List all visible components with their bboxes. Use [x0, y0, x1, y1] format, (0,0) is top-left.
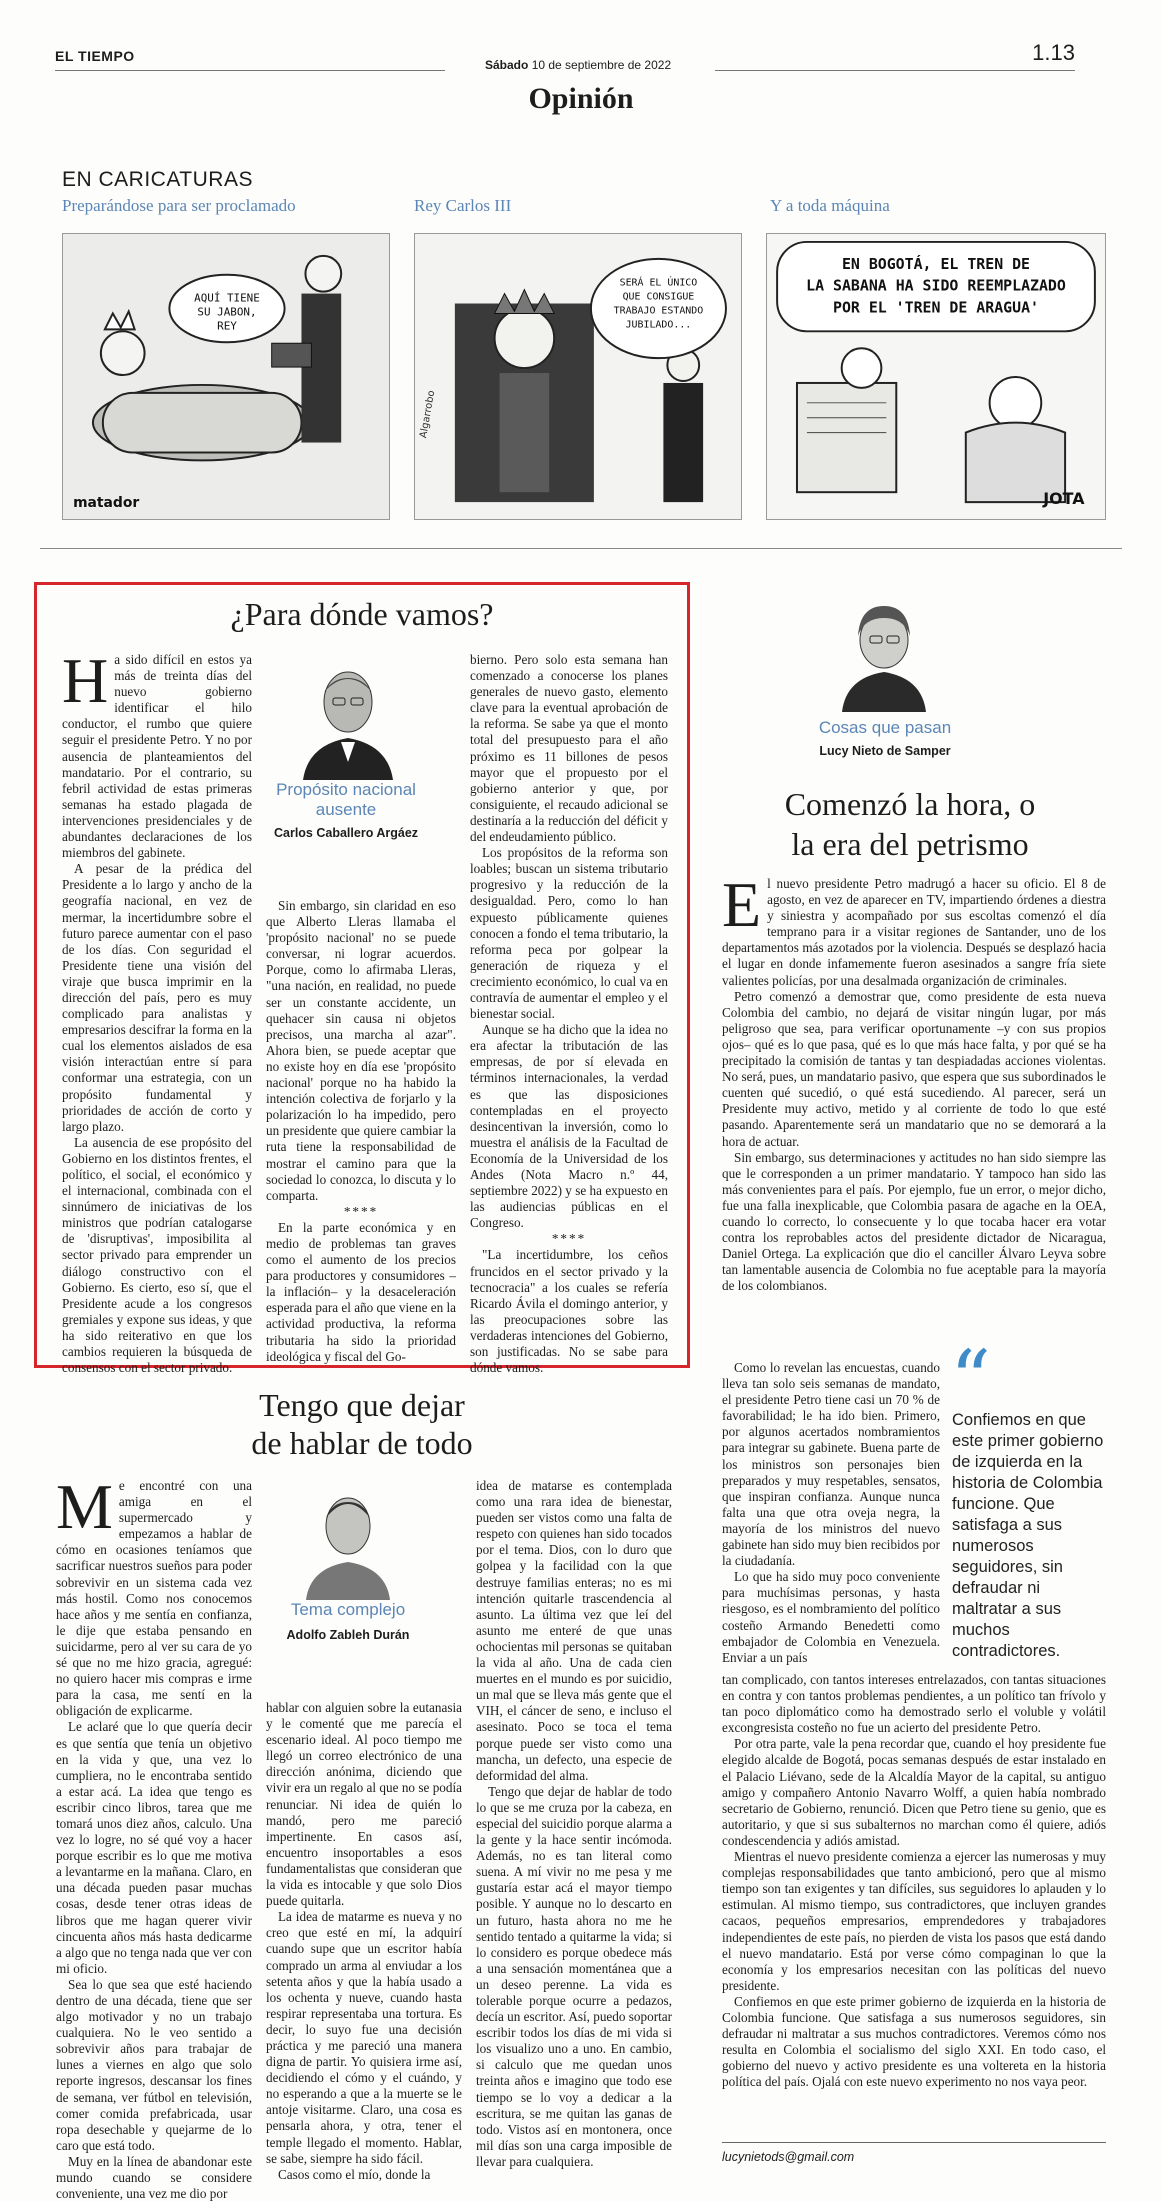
second-col-3 [476, 1478, 672, 2178]
right-bp2: Por otra parte, vale la pena recordar que, cuando el hoy presidente fue elegido alcalde de Bogotá, pocas semanas después de estar instalado en el Palacio Liévano, sede de la Alcaldía Mayor de la capital, su antiguo amigo y compañero Antonio Navarro Wolff, a quien había nombrado secretario de Gobierno, renunció. Dicen que Petro tiene su genio, que es autoritario, y que si sus subalternos no marchan como él quiere, adiós condescendencia y adiós amistad. [722, 1736, 1106, 1848]
right-bp1: tan complicado, con tantos intereses entrelazados, con tantas situaciones en contra y con tantos problemas pendientes, a un político tan frívolo y tan poco diplomático como ha demostrado serlo el voluble y volátil excongresista costeño no fue un acierto del presidente Petro. [722, 1672, 1106, 1736]
portrait-nieto-drawing [834, 592, 934, 712]
featured-col1-p1: a sido difícil en estos ya más de treinta días del nuevo gobierno identificar el hilo conductor, el rumbo que quiere seguir el presidente Petro. Y no por ausencia de planteamientos del mandatario. Por el contrario, su febril actividad de estas primeras semanas ha estado plagada de intervenciones presidenciales y de abundantes declaraciones de los miembros del gabinete. [62, 652, 252, 861]
section-title: Opinión [528, 82, 634, 115]
featured-col-2 [266, 898, 457, 1364]
dateline-date: 10 de septiembre de 2022 [531, 58, 672, 72]
second-col2-p1: hablar con alguien sobre la eutanasia y le comenté que me parecía el escenario ideal. Al poco tiempo me llegó un correo electrónico de una dirección anónima, diciendo que vivir era un regalo al que no se podía renunciar. Ni idea de quién lo mandó, pero me pareció impertinente. En casos así, encuentro insoportables a esos fundamentalistas que consideran que la vida es intocable y que solo Dios puede quitarla. [266, 1700, 462, 1909]
second-byline[interactable]: Adolfo Zableh Durán [286, 1628, 410, 1642]
cartoon-train-drawing [767, 234, 1105, 519]
featured-title: ¿Para dónde vamos? [230, 596, 494, 632]
right-title-line1: Comenzó la hora, o [784, 786, 1036, 822]
author-photo-caballero [293, 650, 403, 780]
second-col3-p1: idea de matarse es contemplada como una rara idea de bienestar, pueden ser vistos como una falta de respeto con quienes han sido tocados por el tema. Dios, con lo duro que golpea y la facilidad con la que destruye familias enteras; no es mi intención quitarle trascendencia al asunto. La última vez que leí del asunto me enteré de que unas ochocientas mil personas se quitaban la vida al año. Una de cada cien muertes en el mundo es por suicidio, un mal que se lleva más gente que el VIH, el cáncer de seno, e incluso el asesinato. Poco se toca el tema porque puede ser visto como una mancha, un defecto, una especie de deformidad del alma. [476, 1478, 672, 1783]
cartoon-caption-3: Y a toda máquina [770, 196, 890, 215]
featured-col-3 [470, 652, 668, 1376]
right-body-narrow [722, 1360, 940, 1668]
featured-col1-p3: La ausencia de ese propósito del Gobierno en los distintos frentes, el político, el social, el económico y el internacional, combinada con el sinnúmero de iniciativas de los ministros que podrían catalogarse de 'disruptivas', imposibilita al sector privado para emprender un diálogo constructivo con el Gobierno. Es cierto, eso sí, que el Presidente acude a los congresos gremiales y expone sus ideas, y que ha sido reiterativo en que los cambios requieren la búsqueda de consensos con el sector privado. [62, 1134, 252, 1376]
svg-text:SU JABON,: SU JABON, [197, 305, 257, 319]
author-email-link[interactable]: lucynietods@gmail.com [722, 2150, 855, 2164]
featured-col3-p2: Los propósitos de la reforma son loables; buscan un sistema tributario progresivo y la reducción de la desigualdad. Pero, como lo han expuesto públicamente quienes conocen a fondo el tema tributario, la reforma peca por golpear la generación de riqueza y el crecimiento económico, lo cual va en contravía de aumentar el empleo y el bienestar social. [470, 845, 668, 1022]
second-col1-p2: Le aclaré que lo que quería decir es que sentía que tenía un objetivo en la vida y que, una vez lo cumpliera, no le encontraba sentido a estar acá. La idea que tengo es escribir cinco libros, tarea que me tomará unos diez años, calculo. Una vez lo logre, no sé qué voy a hacer porque escribir es lo que me motiva a levantarme en la mañana. Claro, en una década pueden pasar muchas cosas, desde tener otras ideas de libros que me hagan querer vivir cincuenta años más hasta dedicarme a algo que no tenga nada que ver con mi oficio. [56, 1719, 252, 1976]
svg-text:REY: REY [217, 319, 237, 333]
right-p1: l nuevo presidente Petro madrugó a hacer su oficio. El 8 de agosto, en vez de aparecer en TV, impartiendo órdenes a diestra y siniestra y acompañado por sus escoltas comenzó el día temprano para ir a visitar regiones de Santander, uno de los departamentos más azotados por la violencia. Después se desplazó hacia el lugar en donde infamemente fueron asesinados a sangre fría siete valientes policías, por una desalmada organización de criminales. [722, 876, 1106, 988]
section-break-stars: **** [551, 1231, 587, 1247]
svg-text:POR EL 'TREN DE ARAGUA': POR EL 'TREN DE ARAGUA' [833, 298, 1039, 317]
second-col3-p2: Tengo que dejar de hablar de todo lo que se me cruza por la cabeza, en especial del suicidio porque alarma a la gente y la hace sentir incómoda. Además, no es tan literal como suena. A mí vivir no me pesa y me gustaría estar acá el mayor tiempo posible. Y aunque no lo descarto en un futuro, hasta ahora no me he sentido tentado a quitarme la vida; si lo considero es porque obedece más a una sensación momentánea que a un deseo perenne. La vida es tolerable porque ocurre a pedazos, decía un escritor. Así, puedo soportar escribir todos los días de mi vida si los visualizo uno a uno. En cambio, si calculo que me quedan unos treinta años e imagino que todo ese tiempo se lo voy a dedicar a la escritura, se me quitan las ganas de todo. Vistos así en montonera, once mil días son una carga imposible de llevar para cualquiera. [476, 1783, 672, 2169]
section-break-stars: **** [343, 1203, 379, 1219]
quote-icon: “ [950, 1333, 991, 1426]
svg-text:TRABAJO ESTANDO: TRABAJO ESTANDO [613, 305, 704, 317]
featured-col2-p2: En la parte económica y en medio de problemas tan graves como el aumento de los precios para productores y consumidores –la inflación– y la desaceleración esperada para el año que viene en la actividad productiva, la reforma tributaria ha sido la prioridad ideológica y fiscal del Go- [266, 1219, 457, 1364]
portrait-caballero-drawing [293, 650, 403, 780]
right-title-line2: la era del petrismo [791, 826, 1029, 862]
right-bp3: Mientras el nuevo presidente comienza a ejercer las numerosas y muy complejas responsabilidades que tanto ambicionó, pero que al mismo tiempo son tan exigentes y tan difíciles, sus seguidores lo aplauden y lo estimulan. Al mismo tiempo, sus contradictores, que incluyen grandes cacaos, pequeños empresarios, emprendedores y trabajadores independientes de este país, no pierden de vista los pasos que está dando el nuevo mandatario. Está por verse cómo compaginan lo que la economía y los empresarios necesitan con las políticas del nuevo presidente. [722, 1849, 1106, 1993]
featured-kicker: Propósito nacional ausente [276, 780, 416, 819]
second-title-line1: Tengo que dejar [259, 1387, 465, 1423]
header-rule-left [55, 70, 445, 71]
second-col-2 [266, 1700, 462, 2182]
svg-text:LA SABANA HA SIDO REEMPLAZADO: LA SABANA HA SIDO REEMPLAZADO [806, 276, 1066, 295]
right-title [714, 784, 1106, 864]
cartoon-caption-1: Preparándose para ser proclamado [62, 196, 296, 215]
second-kicker: Tema complejo [290, 1600, 406, 1619]
dateline [485, 58, 671, 72]
svg-text:matador: matador [73, 495, 140, 512]
featured-col-1 [62, 645, 252, 1376]
right-kicker: Cosas que pasan [818, 718, 952, 737]
svg-text:EN BOGOTÁ, EL TREN DE: EN BOGOTÁ, EL TREN DE [841, 254, 1031, 273]
second-col-1 [56, 1471, 252, 2202]
cartoon-carlos-iii[interactable] [414, 233, 742, 520]
second-title [40, 1386, 684, 1462]
svg-text:QUE CONSIGUE: QUE CONSIGUE [622, 291, 695, 303]
author-photo-nieto [834, 592, 934, 712]
right-body-bottom [722, 1672, 1106, 2142]
right-bp4: Confiemos en que este primer gobierno de izquierda en la historia de Colombia funcione. Que satisfaga a sus numerosos seguidores, sin defraudar ni maltratar a sus muchos contradictores. Veremos cómo nos resulta en Colombia el socialismo del siglo XXI. En todo caso, el gobierno del nuevo y activo presidente es una voltereta en la historia política del país. Ojalá con este nuevo experimento no nos vaya peor. [722, 1993, 1106, 2090]
featured-dropcap: H [62, 645, 109, 716]
cartoon-matador[interactable] [62, 233, 390, 520]
second-col1-p1: e encontré con una amiga en el supermercado y empezamos a hablar de cómo en ocasiones teníamos que sacrificar nuestros sueños para poder sobrevivir en un sistema cada vez más hostil. Como nos conocemos hace años y me sentía en confianza, le dije que estaba pensando en suicidarme, pero al ver su cara de yo sé que no me hizo gracia, agregué: no quiero hacer mis compras e irme para la casa, me sentí en la obligación de explicarme. [56, 1478, 252, 1719]
dateline-day: Sábado [485, 58, 529, 72]
right-p3: Sin embargo, sus determinaciones y actitudes no han sido siempre las que le corresponden a un primer mandatario. Y tampoco han sido las más convenientes para el país. Por ejemplo, fue un error, o mejor dicho, fue una falla inexplicable, que Colombia pasara de agache en la OEA, cuando lo correcto, lo consecuente y lo que tocaba hacer era votar contra los reprobables actos del presidente dictador de Nicaragua, Daniel Ortega. La explicación que dio el canciller Álvaro Leyva sobre tan lamentable ausencia de Colombia no fue aceptable para la mayoría de los colombianos. [722, 1149, 1106, 1294]
right-byline[interactable]: Lucy Nieto de Samper [819, 744, 951, 758]
cartoon-tren[interactable] [766, 233, 1106, 520]
masthead [55, 40, 1075, 80]
cartoons-heading: EN CARICATURAS [62, 168, 253, 191]
svg-text:Algarrobo: Algarrobo [418, 389, 438, 439]
cartoon-king-drawing [415, 234, 741, 519]
cartoon-matador-drawing [63, 234, 389, 519]
svg-text:SERÁ EL ÚNICO: SERÁ EL ÚNICO [619, 277, 698, 289]
second-col1-p3: Sea lo que sea que esté haciendo dentro de una década, tiene que ser algo motivador y no un trabajo cualquiera. No le veo sentido a sobrevivir años para trabajar de lunes a viernes en algo que solo reporte ingresos, descansar los fines de semana, ver fútbol en televisión, comer comida prefabricada, usar ropa desechable y quejarme de lo caro que está todo. [56, 1976, 252, 2153]
featured-col3-p3: Aunque se ha dicho que la idea no era afectar la tributación de las empresas, de por sí elevada en términos internacionales, la verdad es que las disposiciones contempladas en el proyecto desincentivan la inversión, como lo muestra el análisis de la Facultad de Economía de la Universidad de los Andes (Nota Macro n.º 44, septiembre 2022) y se ha expuesto en las audiencias públicas en el Congreso. [470, 1022, 668, 1231]
page-number: 1.13 [1032, 40, 1075, 65]
pull-quote: Confiemos en que este primer gobierno de izquierda en la historia de Colombia funcione. Que satisfaga a sus numerosos seguidores, sin defraudar ni maltratar a sus muchos contradictores. [952, 1411, 1104, 1660]
cartoons-divider [40, 548, 1122, 549]
second-dropcap: M [56, 1471, 113, 1542]
svg-text:JOTA: JOTA [1043, 489, 1085, 509]
featured-byline[interactable]: Carlos Caballero Argáez [273, 826, 419, 840]
second-title-line2: de hablar de todo [251, 1425, 473, 1461]
svg-text:AQUÍ TIENE: AQUÍ TIENE [194, 291, 260, 305]
featured-col3-p1: bierno. Pero solo esta semana han comenzado a conocerse los planes generales de nuevo gasto, elemento clave para la eventual aprobación de la reforma. Se sabe ya que el monto total del presupuesto para el año próximo es 11 billones de pesos mayor que el propuesto por el gobierno anterior y que, por consiguiente, el recaudo adicional se destinaría a la reducción del déficit y del endeudamiento público. [470, 652, 668, 845]
featured-col2-p1: Sin embargo, sin claridad en eso que Alberto Lleras llamaba el 'propósito nacional' no se puede conversar, ni lograr acuerdos. Porque, como lo afirmaba Lleras, "una nación, en realidad, no puede ser un constante accidente, un quehacer sin causa ni objetos precisos, una marcha al azar". Ahora bien, se puede aceptar que no existe hoy en día ese 'propósito nacional' porque no ha habido la intención colectiva de forjarlo y la polarización lo ha impedido, pero un presidente que quiere cambiar la ruta tiene la responsabilidad de mostrar el camino para que la sociedad lo conozca, lo discuta y lo comparta. [266, 898, 456, 1203]
right-p2: Petro comenzó a demostrar que, como presidente de esta nueva Colombia del cambio, no dejará de visitar ningún lugar, por más peligroso que sea, para verificar oportunamente –y con sus propios ojos– qué es lo que pasa, qué es lo que más hace falta, y por qué se ha precipitado la comisión de tantas y tan despiadadas acciones violentas. No será, pues, un mandatario pasivo, que espera que sus subordinados le cuenten qué sucedió, o qué está sucediendo. Al parecer, será un Presidente muy activo, metido y al corriente de todo lo que esté pasando. Aparentemente será un mandatario que no se demorará a la hora de actuar. [722, 988, 1106, 1149]
svg-text:JUBILADO...: JUBILADO... [625, 319, 692, 331]
cartoon-caption-2: Rey Carlos III [414, 196, 512, 215]
right-body-top [722, 869, 1106, 1346]
article-end-rule [722, 2142, 1106, 2143]
featured-col3-p4: "La incertidumbre, los ceños fruncidos en el sector privado y la tecnocracia" a los cuales se refería Ricardo Ávila el domingo anterior, y las preocupaciones sobre las verdaderas intenciones del Gobierno, son justificadas. No se sabe para dónde vamos. [470, 1247, 668, 1376]
second-col2-p2: La idea de matarme es nueva y no creo que esté en mí, la adquirí cuando supe que un escritor había comprado un arma al enviudar a los setenta años y que la había usado a los ochenta y nueve, cuando hasta respirar representaba una tortura. Es decir, lo suyo fue una decisión práctica y me pareció una manera digna de partir. Yo quisiera irme así, decidiendo el cómo y el cuándo, y no esperando a que a la muerte se le antoje visitarme. Claro, una cosa es pensarla ahora, y otra, tener el temple llegado el momento. Hablar, se sabe, siempre ha sido fácil. [266, 1909, 462, 2166]
right-np1: Como lo revelan las encuestas, cuando lleva tan solo seis semanas de mandato, el presidente Petro tiene casi un 70 % de favorabilidad; le ha ido bien. Primero, por algunos acertados nombramientos para integrar su gabinete. Buena parte de los ministros son personajes bien preparados y muy respetables, sensatos, que inspiran confianza. Aunque nunca falta una que otra oveja negra, la mayoría de los ministros del nuevo gabinete han sido muy bien recibidos por la ciudadanía. [722, 1360, 940, 1569]
featured-col1-p2: A pesar de la prédica del Presidente a lo largo y ancho de la geografía nacional, en vez de mermar, la incertidumbre sobre el futuro parece aumentar con el paso de los días. Con seguridad el Presidente tiene una visión del viraje que busca imprimir en la dirección del país, pero es muy complicado para analistas y empresarios descifrar la forma en la cual los elementos aislados de esa visión interactúan entre sí para conformar una estrategia, con un propósito fundamental y prioridades de acción de corto y largo plazo. [62, 861, 252, 1134]
right-np2: Lo que ha sido muy poco conveniente para muchísimas personas, y hasta riesgoso, es el nombramiento del político costeño Armando Benedetti como embajador de Colombia en Venezuela. Enviar a un país [722, 1569, 940, 1665]
second-col1-p4: Muy en la línea de abandonar este mundo cuando se considere conveniente, una vez me dio por [56, 2153, 252, 2202]
author-photo-zableh [298, 1480, 398, 1600]
right-dropcap: E [722, 869, 762, 940]
portrait-zableh-drawing [298, 1480, 398, 1600]
second-col2-p3: Casos como el mío, donde la [278, 2166, 431, 2182]
header-rule-right [715, 70, 1075, 71]
newspaper-brand[interactable]: EL TIEMPO [55, 48, 135, 64]
